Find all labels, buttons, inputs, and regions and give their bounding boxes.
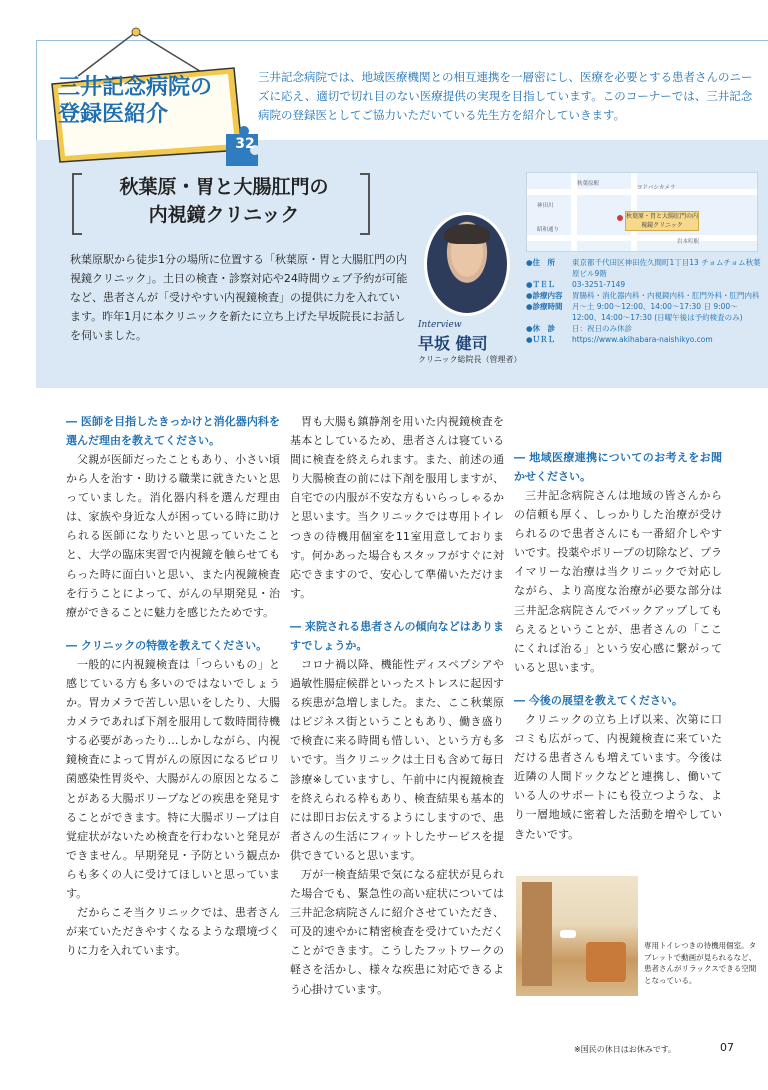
- doctor-portrait-hair: [444, 224, 490, 244]
- info-url[interactable]: https://www.akihabara-naishikyo.com: [572, 335, 713, 344]
- clinic-name-line1: 秋葉原・胃と大腸肛門の: [119, 176, 329, 198]
- info-key: ●休 診: [526, 324, 556, 333]
- question-heading: ― 地域医療連携についてのお考えをお聞かせください。: [514, 451, 722, 483]
- waiting-room-photo: [516, 876, 638, 996]
- article-column-2: [290, 412, 504, 999]
- doctor-name: 早坂 健司: [418, 334, 488, 353]
- info-row-hours: [526, 301, 762, 323]
- info-key: ●住 所: [526, 258, 556, 267]
- info-value: 日：祝日のみ休診: [572, 324, 632, 333]
- map-road: [527, 235, 757, 241]
- answer-paragraph: 一般的に内視鏡検査は「つらいもの」と感じている方も多いのではないでしょうか。胃カメラで苦しい思いをしたり、大腸カメラであれば下剤を服用して数時間待機する必要があったり…しかしながら、内視鏡検査によって胃がんの原因になるピロリ菌感染性胃炎や、大腸がんの原因となることがある大腸ポリープなどの疾患を発見することができます。特に大腸ポリープは自覚症状がないため検査を行わないと発見ができません。早期発見・予防という観点からも多くの人に受けてほしいと思っています。: [66, 657, 280, 900]
- answer-paragraph: 胃も大腸も鎮静剤を用いた内視鏡検査を基本としているため、患者さんは寝ている間に検査を終えられます。また、前述の通り大腸検査の前には下剤を服用しますが、自宅での内服が不安な方もいらっしゃるかと思います。当クリニックでは専用トイレつきの待機用個室を11室用意しております。何かあった場合もスタッフがすぐに対応できますので、安心して準備いただけます。: [290, 415, 504, 600]
- footnote: ※国民の休日はお休みです。: [574, 1045, 677, 1054]
- question-heading: ― 医師を目指したきっかけと消化器内科を選んだ理由を教えてください。: [66, 415, 280, 447]
- doctor-title: クリニック総院長（管理者）: [418, 355, 522, 364]
- info-row-tel: [526, 279, 762, 290]
- question-heading: ― 来院される患者さんの傾向などはありますでしょうか。: [290, 619, 504, 652]
- map-label: 秋葉原駅: [577, 181, 600, 187]
- lead-paragraph: 秋葉原駅から徒歩1分の場所に位置する「秋葉原・胃と大腸肛門の内視鏡クリニック」。土日の検査・診察対応や24時間ウェブ予約が可能など、患者さんが「受けやすい内視鏡検査」の提供に力を入れています。昨年1月に本クリニックを新たに立ち上げた早坂院長にお話しを伺いました。: [70, 253, 408, 342]
- series-title: [58, 74, 228, 128]
- answer-paragraph: コロナ禍以降、機能性ディスペプシアや過敏性腸症候群といったストレスに起因する疾患が急増しました。また、ここ秋葉原はビジネス街ということもあり、働き盛りで検査に来る時間も惜しい、という方も多いです。当クリニックは土日も含めて毎日診療※していますし、午前中に内視鏡検査を終えられる枠もあり、検査結果も基本的には即日お伝えするようにしますので、患者さんの生活にフィットしたサービスを提供できていると思います。: [290, 657, 504, 862]
- series-number-badge: 32: [235, 136, 255, 152]
- interview-label: Interview: [418, 320, 462, 330]
- info-row-address: [526, 257, 762, 279]
- info-key: ●ＴＥＬ: [526, 280, 556, 289]
- photo-sink: [560, 930, 576, 938]
- answer-paragraph: クリニックの立ち上げ以来、次第に口コミも広がって、内視鏡検査に来ていただける患者さんも増えています。今後は近隣の人間ドックなどと連携し、働いている人のサポートにも役立つような、より一層地域に密着した活動を増やしていきたいです。: [514, 712, 722, 841]
- clinic-info: [526, 257, 762, 345]
- photo-caption: 専用トイレつきの待機用個室。タブレットで動画が見られるなど、患者さんがリラックスできる空間となっている。: [644, 941, 757, 985]
- page-number: 07: [720, 1041, 734, 1054]
- series-title-line1: 三井記念病院の: [58, 75, 213, 100]
- answer-paragraph: 父親が医師だったこともあり、小さい頃から人を治す・助ける職業に就きたいと思っていました。消化器内科を選んだ理由は、家族や身近な人が困っている時に助けられる医師になりたいと思っていたことと、大学の臨床実習で内視鏡を触らせてもらった時に面白いと思い、また内視鏡検査を行うことによって、がんの早期発見・治療ができることに魅力を感じたためです。: [66, 453, 280, 619]
- info-value: 月〜土 9:00〜12:00、14:00〜17:30 日 9:00〜12:00、14:00〜17:30 (日曜午後は予約検査のみ): [572, 302, 743, 322]
- photo-door: [522, 882, 552, 986]
- info-value: 03-3251-7149: [572, 280, 626, 289]
- map-label: 神田川: [537, 203, 554, 209]
- photo-chair: [586, 942, 626, 982]
- info-key: ●ＵＲＬ: [526, 335, 556, 344]
- map-pin-icon: [617, 215, 623, 221]
- answer-paragraph: 万が一検査結果で気になる症状が見られた場合でも、緊急性の高い症状については三井記念病院さんに紹介させていただき、可及的速やかに精密検査を受けていただくことができます。こうしたフットワークの軽さを活かし、様々な疾患に対応できるよう心掛けています。: [290, 867, 504, 996]
- info-row-departments: [526, 290, 762, 301]
- article-column-3: [514, 412, 722, 844]
- info-value: 胃腸科・消化器内科・内視鏡内科・肛門外科・肛門内科: [572, 291, 760, 300]
- info-key: ●診療内容: [526, 291, 563, 300]
- intro-text: 三井記念病院では、地域医療機関との相互連携を一層密にし、医療を必要とする患者さんのニーズに応え、適切で切れ目のない医療提供の実現を目指しています。このコーナーでは、三井記念病院の登録医としてご協力いただいている先生方を紹介していきます。: [258, 70, 753, 122]
- clinic-name-line2: 内視鏡クリニック: [148, 204, 300, 226]
- question-heading: ― 今後の展望を教えてください。: [514, 693, 683, 707]
- info-value: 東京都千代田区神田佐久間町1丁目13 チョムチョム秋葉原ビル9階: [572, 258, 761, 278]
- map-label: 昭和通り: [537, 227, 560, 233]
- map-clinic-tag: 秋葉原・胃と大腸肛門の内視鏡クリニック: [626, 213, 699, 229]
- series-title-line2: 登録医紹介: [58, 102, 169, 127]
- answer-paragraph: だからこそ当クリニックでは、患者さんが来ていただきやすくなるような環境づくりに力を入れています。: [66, 906, 280, 958]
- map-label: 岩本町駅: [677, 239, 700, 245]
- article-column-1: [66, 412, 280, 960]
- answer-paragraph: 三井記念病院さんは地域の皆さんからの信頼も厚く、しっかりした治療が受けられるので患者さんにも一番紹介しやすいです。投薬やポリープの切除など、プライマリーな治療は当クリニックで対応しながら、より高度な治療が必要な部分は三井記念病院さんでバックアップしてもらえるということが、患者さんの「ここにくれば治る」という安心感に繋がっていると思います。: [514, 489, 722, 674]
- info-row-url: [526, 334, 762, 345]
- clinic-name: [74, 173, 374, 235]
- question-heading: ― クリニックの特徴を教えてください。: [66, 638, 268, 652]
- info-key: ●診療時間: [526, 302, 563, 311]
- access-map: [526, 172, 758, 252]
- map-label: ヨドバシカメラ: [637, 185, 676, 191]
- info-row-closed: [526, 323, 762, 334]
